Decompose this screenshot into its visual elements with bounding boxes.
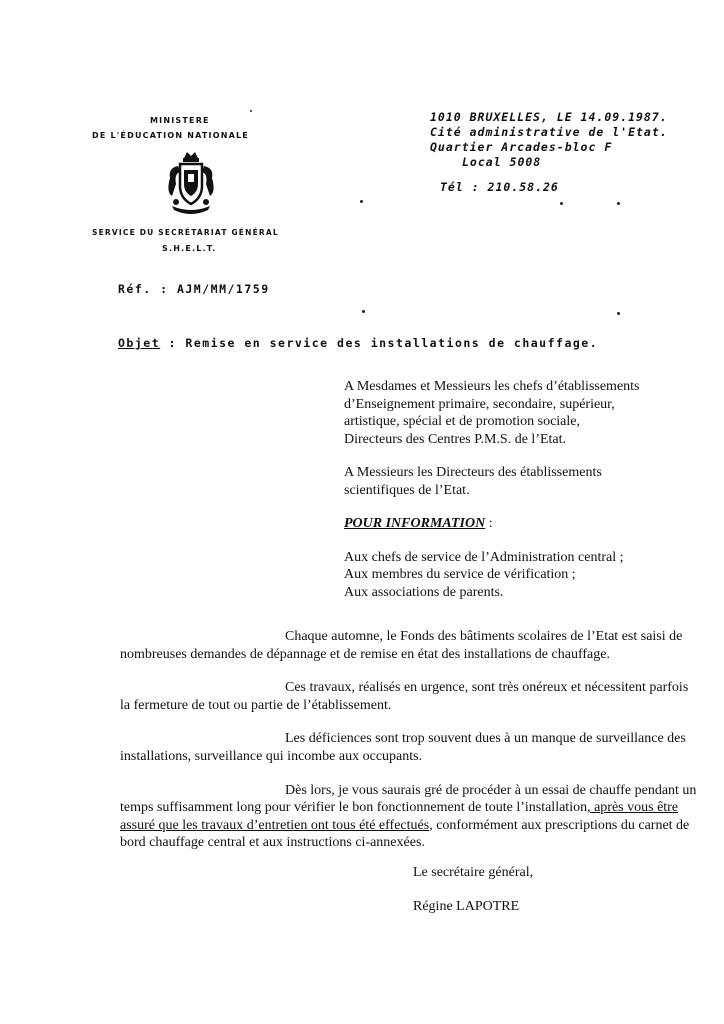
scan-speck [560,202,563,205]
addressee-heads-of-establishments: A Mesdames et Messieurs les chefs d’établissements d’Enseignement primaire, secondaire, supérieur, artistique, spécial et de promotion sociale, Directeurs des Centres P.M.S. de l’Etat. [344,379,640,447]
signature-name: Régine LAPOTRE [413,899,520,914]
for-information-heading: POUR INFORMATION : [344,516,493,531]
body-paragraph-2: Ces travaux, réalisés en urgence, sont très onéreux et nécessitent parfois la fermeture de tout ou partie de l’établissement. [120,680,689,713]
ministry-name-line1: MINISTERE [150,116,210,125]
service-name-line2: S.H.E.L.T. [162,244,217,253]
body-paragraph-3: Les déficiences sont trop souvent dues à un manque de surveillance des installations, surveillance qui incombe aux occupants. [120,731,686,764]
addressee-block [344,378,704,617]
address-quarter: Quartier Arcades-bloc F [430,140,613,154]
subject-label: Objet [118,336,161,350]
letter-body [120,628,700,868]
addressee-scientific-directors: A Messieurs les Directeurs des établissements scientifiques de l’Etat. [344,465,602,498]
ministry-name-line2: DE L'ÉDUCATION NATIONALE [92,131,249,140]
address-city-date: 1010 BRUXELLES, LE 14.09.1987. [430,110,668,124]
service-name-line1: SERVICE DU SECRÉTARIAT GÉNÉRAL [92,228,279,237]
body-paragraph-4: Dès lors, je vous saurais gré de procéder à un essai de chauffe pendant un temps suffisamment long pour vérifier le bon fonctionnement de toute l’installation, après vous être assuré que les travaux d’entretien ont tous été effectués, conformément aux prescriptions du carnet de bord chauffage central et aux instructions ci-annexées. [120,782,697,851]
scan-speck [617,202,620,205]
scan-speck [250,110,252,112]
signature-title: Le secrétaire général, [413,865,534,880]
information-recipients: Aux chefs de service de l’Administration central ; Aux membres du service de vérification ; Aux associations de parents. [344,549,624,600]
scan-speck [617,312,620,315]
address-building: Cité administrative de l'Etat. [430,125,668,139]
coat-of-arms-emblem [162,148,220,218]
address-office: Local 5008 [462,155,542,169]
subject-line [118,336,598,350]
phone-number: Tél : 210.58.26 [440,180,559,194]
subject-text: : Remise en service des installations de chauffage. [160,336,599,350]
reference-number: Réf. : AJM/MM/1759 [118,282,270,296]
scan-speck [362,310,365,313]
scan-speck [360,200,363,203]
body-paragraph-1: Chaque automne, le Fonds des bâtiments scolaires de l’Etat est saisi de nombreuses demandes de dépannage et de remise en état des installations de chauffage. [120,629,683,662]
